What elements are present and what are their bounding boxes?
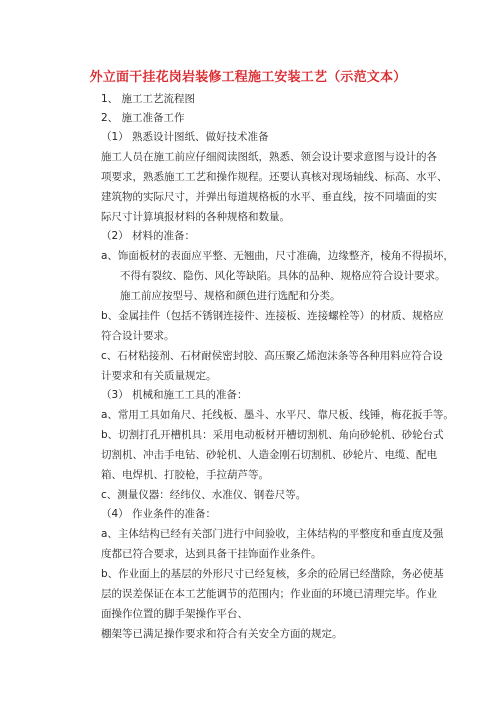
paragraph-line: b、作业面上的基层的外形尺寸已经复核，多余的砼屑已经凿除，务必使基	[101, 568, 444, 580]
paragraph-line: 2、 施工准备工作	[101, 112, 185, 124]
paragraph-line: （2） 材料的准备：	[101, 230, 196, 242]
paragraph-line: 棚架等已满足操作要求和符合有关安全方面的规定。	[101, 628, 343, 640]
paragraph-line: （1） 熟悉设计图纸、做好技术准备	[101, 131, 269, 143]
paragraph-line: 1、 施工工艺流程图	[101, 93, 196, 105]
paragraph-line: a、饰面板材的表面应平整、无翘曲，尺寸准确，边缘整齐，棱角不得损坏，	[101, 250, 454, 262]
paragraph-line: 切割机、冲击手电钻、砂轮机、人造金刚石切割机、砂轮片、电缆、配电	[101, 449, 437, 461]
paragraph-line: b、金属挂件（包括不锈钢连接件、连接板、连接螺栓等）的材质、规格应	[101, 310, 444, 322]
document-title: 外立面干挂花岗岩装修工程施工安装工艺（示范文本）	[89, 70, 407, 85]
paragraph-line: 际尺寸计算填报材料的各种规格和数量。	[101, 211, 290, 223]
paragraph-line: b、切割打孔开槽机具：采用电动板材开槽切割机、角向砂轮机、砂轮台式	[101, 429, 444, 441]
paragraph-line: 计要求和有关质量规定。	[101, 370, 217, 382]
paragraph-line: 建筑物的实际尺寸，并弹出每道规格板的水平、垂直线，按不同墙面的实	[101, 191, 437, 203]
paragraph-line: 面操作位置的脚手架操作平台、	[101, 608, 248, 620]
paragraph-line: a、常用工具如角尺、托线板、墨斗、水平尺、靠尺板、线锤，梅花扳手等。	[101, 409, 454, 421]
paragraph-line: 施工人员在施工前应仔细阅读图纸，熟悉、领会设计要求意图与设计的各	[101, 151, 437, 163]
paragraph-line: （4） 作业条件的准备：	[101, 508, 217, 520]
paragraph-line: 层的误差保证在本工艺能调节的范围内；作业面的环境已清理完毕。作业	[101, 588, 437, 600]
paragraph-line: 施工前应按型号、规格和颜色进行选配和分类。	[120, 290, 341, 302]
paragraph-line: a、主体结构已经有关部门进行中间验收，主体结构的平整度和垂直度及强	[101, 528, 444, 540]
paragraph-line: 项要求，熟悉施工工艺和操作规程。还要认真核对现场轴线、标高、水平、	[101, 171, 448, 183]
paragraph-line: c、石材粘接剂、石材耐侯密封胶、高压聚乙烯泡沫条等各种用料应符合设	[101, 350, 443, 362]
paragraph-line: c、测量仪器：经纬仪、水准仪、钢卷尺等。	[101, 489, 307, 501]
paragraph-line: 不得有裂纹、隐伤、风化等缺陷。具体的品种、规格应符合设计要求。	[120, 270, 446, 282]
paragraph-line: 箱、电焊机、打胶枪，手拉葫芦等。	[101, 469, 269, 481]
paragraph-line: 度都已符合要求，达到具备干挂饰面作业条件。	[101, 548, 322, 560]
paragraph-line: （3） 机械和施工工具的准备：	[101, 389, 248, 401]
paragraph-line: 符合设计要求。	[101, 330, 175, 342]
